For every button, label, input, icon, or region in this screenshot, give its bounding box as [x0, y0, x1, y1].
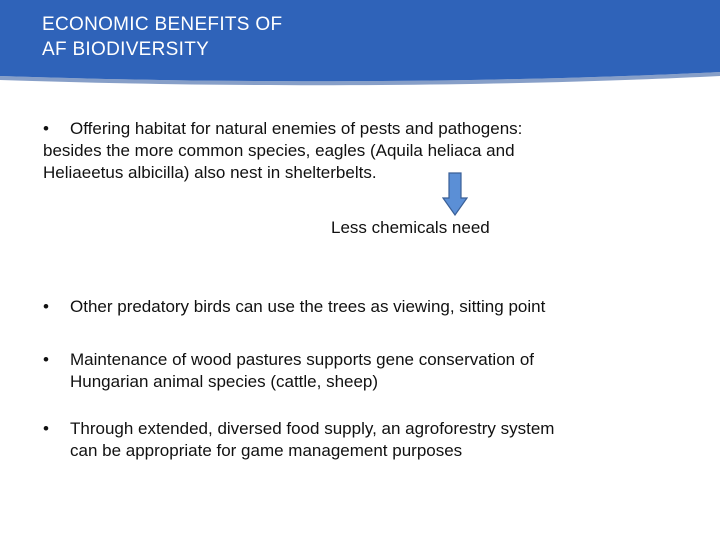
bullet-habitat-text-1: Offering habitat for natural enemies of pests and pathogens: — [70, 119, 523, 138]
less-chemicals-note: Less chemicals need — [331, 218, 490, 237]
bullet-food-supply — [43, 418, 683, 462]
bullet-food-supply-line-1: Through extended, diversed food supply, an agroforestry system — [70, 419, 555, 438]
bullet-habitat-line-1 — [43, 118, 683, 140]
bullet-wood-pastures — [43, 349, 683, 393]
bullet-predatory-birds-text: Other predatory birds can use the trees as viewing, sitting point — [70, 297, 546, 316]
title-line-2: AF BIODIVERSITY — [42, 39, 210, 60]
bullet-marker: • — [43, 297, 49, 316]
title-banner — [0, 0, 720, 90]
bullet-food-supply-line-2: can be appropriate for game management purposes — [70, 441, 463, 460]
down-arrow-icon — [442, 172, 468, 216]
title-line-1: ECONOMIC BENEFITS OF — [42, 14, 283, 35]
bullet-marker: • — [43, 419, 49, 438]
bullet-wood-pastures-line-1: Maintenance of wood pastures supports gene conservation of — [70, 350, 535, 369]
bullet-habitat-line-3: Heliaeetus albicilla) also nest in shelterbelts. — [43, 163, 377, 182]
bullet-habitat-line-2: besides the more common species, eagles (Aquila heliaca and — [43, 141, 515, 160]
bullet-marker: • — [43, 119, 49, 138]
bullet-habitat — [43, 118, 683, 184]
bullet-wood-pastures-line-2: Hungarian animal species (cattle, sheep) — [70, 372, 379, 391]
bullet-predatory-birds — [43, 296, 683, 318]
bullet-marker: • — [43, 350, 49, 369]
slide-title — [42, 12, 282, 62]
